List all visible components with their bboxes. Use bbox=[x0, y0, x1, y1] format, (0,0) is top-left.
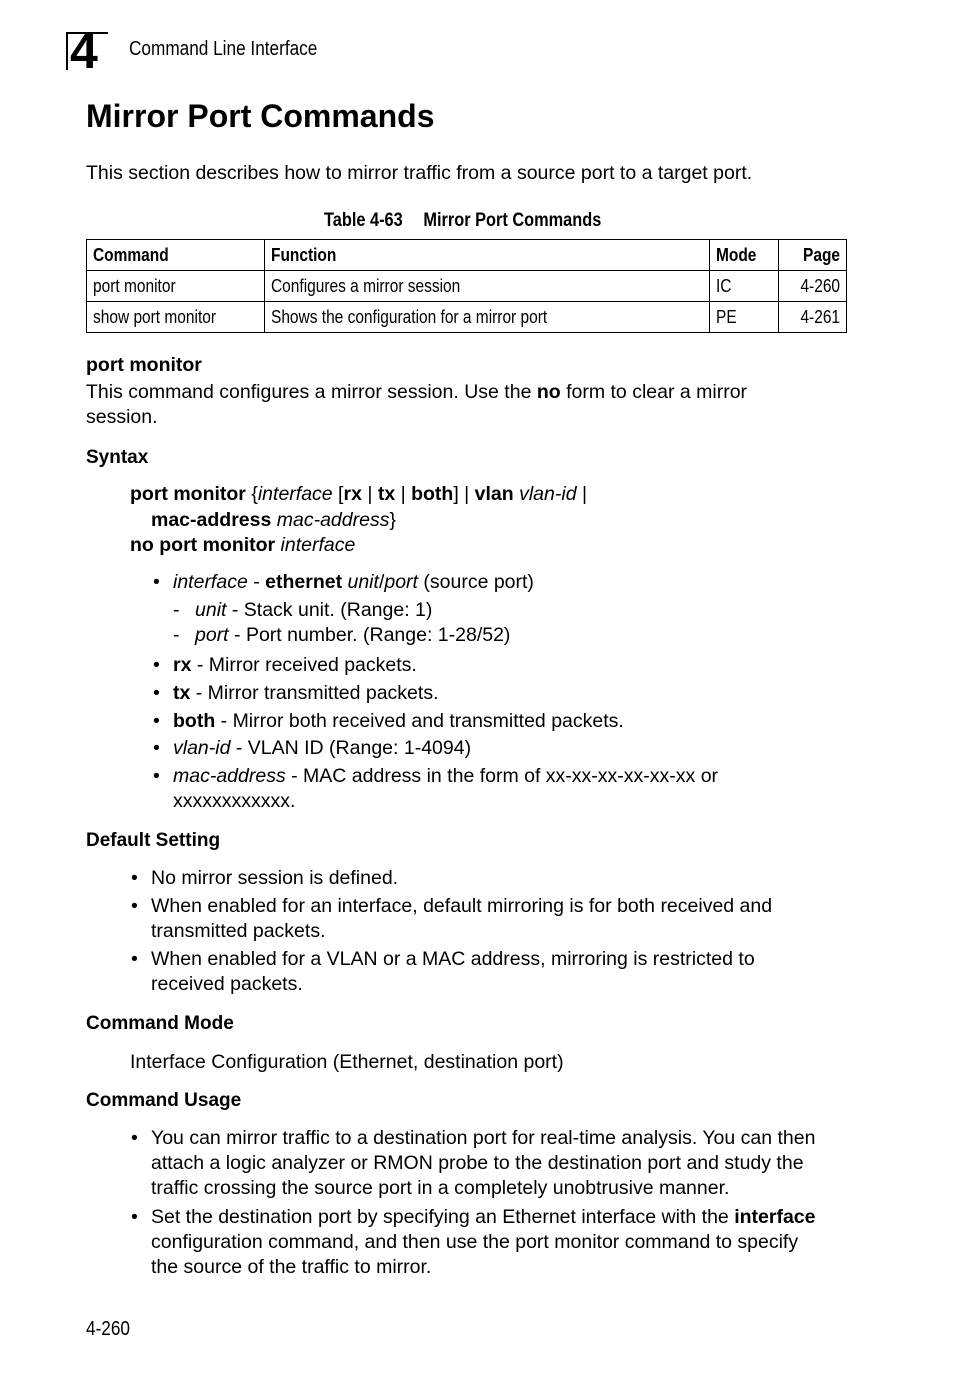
syntax-line-3: no port monitor interface bbox=[130, 534, 356, 556]
table-header-row bbox=[87, 240, 847, 271]
page-number: 4-260 bbox=[86, 1318, 130, 1340]
table-cell-function: Configures a mirror session bbox=[264, 271, 709, 302]
chapter-tab-rule-vertical bbox=[66, 32, 68, 70]
table-header-cell: Command bbox=[87, 240, 265, 271]
command-description-line1: This command configures a mirror session. Use the no form to clear a mirror bbox=[86, 381, 748, 403]
intro-paragraph: This section describes how to mirror traffic from a source port to a target port. bbox=[86, 162, 753, 184]
command-mode-heading: Command Mode bbox=[86, 1013, 234, 1034]
syntax-heading: Syntax bbox=[86, 447, 149, 468]
page-title: Mirror Port Commands bbox=[86, 98, 435, 134]
table-cell-page: 4-261 bbox=[779, 302, 847, 333]
table-caption-label: Table 4-63 bbox=[324, 210, 403, 231]
chapter-number: 4 bbox=[70, 23, 98, 79]
running-title: Command Line Interface bbox=[129, 38, 318, 60]
table-caption bbox=[324, 210, 601, 232]
command-heading: port monitor bbox=[86, 354, 202, 376]
chapter-tab bbox=[66, 23, 110, 79]
syntax-line-1: port monitor {interface [rx | tx | both] | vlan vlan-id | bbox=[130, 483, 588, 505]
table-header-cell: Page bbox=[779, 240, 847, 271]
table-row bbox=[87, 302, 847, 333]
table-cell-function: Shows the configuration for a mirror port bbox=[264, 302, 709, 333]
table-header-cell: Mode bbox=[710, 240, 779, 271]
mirror-commands-table bbox=[86, 239, 847, 333]
table-cell-command: show port monitor bbox=[87, 302, 265, 333]
command-description-line2: session. bbox=[86, 406, 158, 428]
syntax-line-2: mac-address mac-address} bbox=[151, 509, 396, 531]
table-header-cell: Function bbox=[264, 240, 709, 271]
table-cell-page: 4-260 bbox=[779, 271, 847, 302]
table-cell-mode: PE bbox=[710, 302, 779, 333]
default-setting-heading: Default Setting bbox=[86, 830, 221, 851]
table-caption-title: Mirror Port Commands bbox=[423, 210, 602, 231]
table-cell-command: port monitor bbox=[87, 271, 265, 302]
table-cell-mode: IC bbox=[710, 271, 779, 302]
command-mode-text: Interface Configuration (Ethernet, destination port) bbox=[130, 1051, 564, 1073]
command-usage-heading: Command Usage bbox=[86, 1090, 242, 1111]
table-row bbox=[87, 271, 847, 302]
